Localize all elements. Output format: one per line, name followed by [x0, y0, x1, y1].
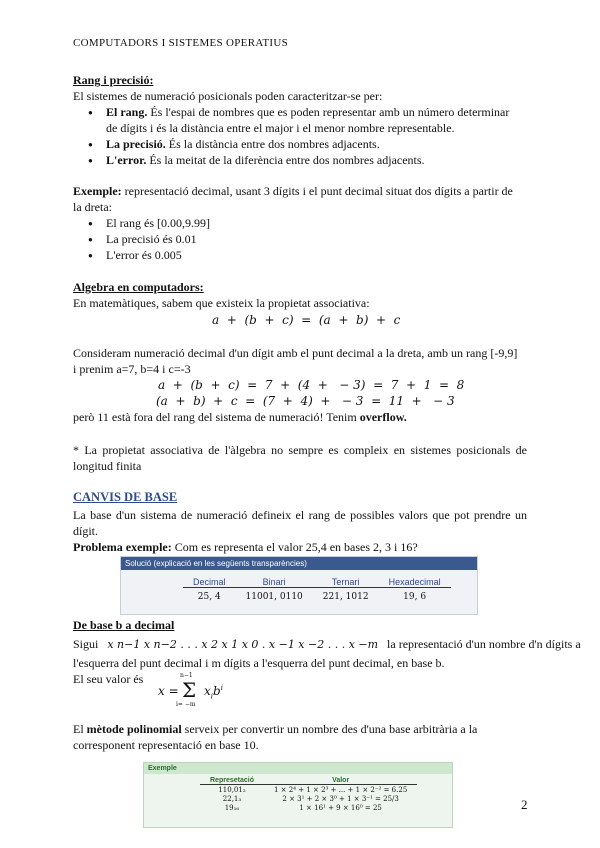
bullet-rang: ● El rang. És l'espai de nombres que es poden representar amb un número determinar — [88, 105, 509, 120]
solution-table — [120, 556, 478, 615]
consider-line: Consideram numeració decimal d'un dígit amb el punt decimal a la dreta, amb un rang [-9,9] — [73, 346, 518, 360]
method-line: El mètode polinomial serveix per convertir un nombre des d'una base arbitrària a la — [73, 722, 478, 736]
col-representacio: Represetació — [200, 777, 264, 785]
example-bullet-precisio: ● La precisió és 0.01 — [88, 232, 197, 247]
table-row: 19₁₆ 1 × 16¹ + 9 × 16⁰ = 25 — [224, 804, 382, 812]
table-row: 22,1₃ 2 × 3¹ + 2 × 3⁰ + 1 × 3⁻¹ = 25/3 — [222, 795, 399, 803]
bullet-precisio: ● La precisió. És la distància entre dos nombres adjacents. — [88, 137, 380, 152]
example-line-cont: la dreta: — [73, 200, 112, 214]
example-bullet-rang: ● El rang és [0.00,9.99] — [88, 216, 210, 231]
consider-line-cont: i prenim a=7, b=4 i c=-3 — [73, 362, 191, 376]
col-decimal: Decimal — [183, 577, 236, 588]
associative-note: * La propietat associativa de l'àlgebra no sempre es compleix en sistemes posicionals de longitud finita — [73, 443, 527, 473]
cell-hexadecimal: 19, 6 — [403, 592, 427, 602]
canvis-text: La base d'un sistema de numeració defineix el rang de possibles valors que pot prendre un dígit. — [73, 508, 527, 538]
section-heading-base-b: De base b a decimal — [73, 618, 175, 632]
running-header: COMPUTADORS I SISTEMES OPERATIUS — [73, 37, 289, 49]
example-line: Exemple: representació decimal, usant 3 dígits i el punt decimal situat dos dígits a partir de — [73, 184, 513, 198]
table-row: 110,01₂ 1 × 2⁴ + 1 × 2³ + ... + 1 × 2⁻² = 6.25 — [218, 786, 408, 794]
sum-formula: n−1 x = Σ $x_ib^i$ i= −m — [158, 672, 223, 708]
bullet-rang-cont: de dígits i és la distància entre el major i el menor nombre representable. — [106, 121, 455, 135]
example-table — [143, 762, 453, 828]
method-line-cont: corresponent representació en base 10. — [73, 738, 259, 752]
associative-formula: a + (b + c) = (a + b) + c — [212, 313, 401, 327]
cell-ternari: 221, 1012 — [322, 592, 369, 602]
cell-binari: 11001, 0110 — [245, 592, 303, 602]
seq-line-cont: l'esquerra del punt decimal i m dígits a l'esquerra del punt decimal, en base b. — [73, 656, 445, 670]
seq-line: Sigui x n−1 x n−2 . . . x 2 x 1 x 0 . x −1 x −2 . . . x −m la representació d'un nombre d'n dígits a — [73, 637, 581, 651]
equation-2: (a + b) + c = (7 + 4) + − 3 = 11 + − 3 — [156, 394, 455, 408]
col-binari: Binari — [236, 577, 313, 588]
overflow-line: però 11 està fora del rang del sistema de numeració! Tenim overflow. — [73, 410, 407, 424]
example-bullet-error: ● L'error és 0.005 — [88, 248, 182, 263]
problem-line: Problema exemple: Com es representa el valor 25,4 en bases 2, 3 i 16? — [73, 540, 418, 554]
example-table-title: Exemple — [144, 763, 452, 774]
bullet-error: ● L'error. És la meitat de la diferència entre dos nombres adjacents. — [88, 153, 425, 168]
col-ternari: Ternari — [313, 577, 379, 588]
rang-intro: El sistemes de numeració posicionals poden caracteritzar-se per: — [73, 89, 383, 103]
section-heading-algebra: Algebra en computadors: — [73, 280, 204, 294]
value-label: El seu valor és — [73, 672, 144, 686]
solution-table-title: Solució (explicació en les següents transparències) — [121, 557, 477, 570]
cell-decimal: 25, 4 — [197, 592, 221, 602]
col-valor: Valor — [264, 777, 417, 785]
section-heading-canvis: CANVIS DE BASE — [73, 490, 178, 504]
col-hexadecimal: Hexadecimal — [379, 577, 451, 588]
algebra-intro: En matemàtiques, sabem que existeix la propietat associativa: — [73, 296, 370, 310]
equation-1: a + (b + c) = 7 + (4 + − 3) = 7 + 1 = 8 — [158, 378, 465, 392]
section-heading-rang: Rang i precisió: — [73, 73, 154, 87]
table-row — [183, 588, 451, 603]
digit-sequence-formula: x n−1 x n−2 . . . x 2 x 1 x 0 . x −1 x −2 . . . x −m — [107, 638, 379, 651]
page-number: 2 — [521, 797, 528, 812]
